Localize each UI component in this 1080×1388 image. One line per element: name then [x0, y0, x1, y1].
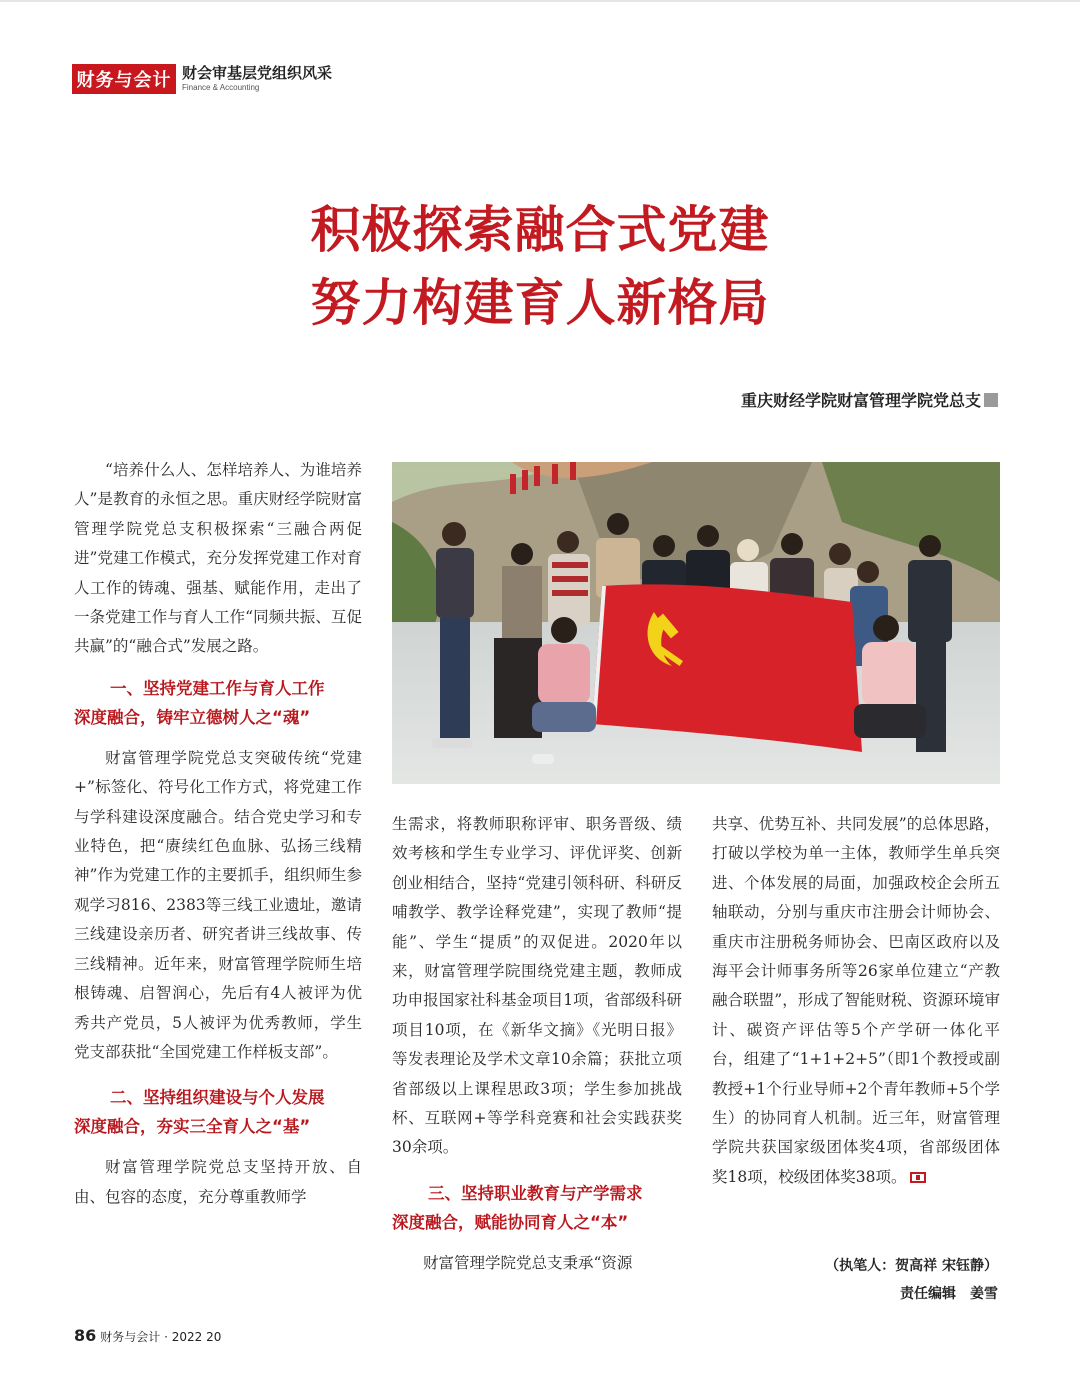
writers-credit: （执笔人：贺高祥 宋钰静） — [825, 1258, 998, 1274]
section1-heading-line1: 一、坚持党建工作与育人工作 — [110, 678, 325, 698]
intro-paragraph: “培养什么人、怎样培养人、为谁培养人”是教育的永恒之思。重庆财经学院财富管理学院党总支积极探索“三融合两促进”党建工作模式，充分发挥党建工作对育人工作的铸魂、强基、赋能作用，走出了一条党建工作与育人工作“同频共振、互促共赢”的“融合式”发展之路。 — [74, 461, 362, 656]
section1-heading — [74, 674, 362, 732]
section-subtitle: Finance & Accounting — [182, 83, 260, 92]
end-mark-icon — [910, 1172, 926, 1183]
section2-heading-line2: 深度融合，夯实三全育人之“基” — [74, 1117, 311, 1137]
top-rule — [0, 0, 1080, 2]
section3-body-start: 财富管理学院党总支秉承“资源 — [423, 1253, 633, 1272]
section-title: 财会审基层党组织风采 — [182, 64, 333, 82]
section1-heading-line2: 深度融合，铸牢立德树人之“魂” — [74, 707, 311, 727]
section-label — [182, 66, 332, 92]
masthead — [72, 64, 332, 94]
column-middle — [392, 810, 682, 1278]
section1-body: 财富管理学院党总支突破传统“党建+”标签化、符号化工作方式，将党建工作与学科建设深度融合。结合党史学习和专业特色，把“赓续红色血脉、弘扬三线精神”作为党建工作的主要抓手，组织师生参观学习816、2383等三线工业遗址，邀请三线建设亲历者、研究者讲三线故事、传三线精神。近年来，财富管理学院师生培根铸魂、启智润心，先后有4人被评为优秀共产党员，5人被评为优秀教师，学生党支部获批“全国党建工作样板支部”。 — [74, 748, 362, 1061]
section3-body-cont: 共享、优势互补、共同发展”的总体思路，打破以学校为单一主体，教师学生单兵突进、个体发展的局面，加强政校企会所五轴联动，分别与重庆市注册会计师协会、重庆市注册税务师协会、巴南区政府以及海平会计师事务所等26家单位建立“产教融合联盟”，形成了智能财税、资源环境审计、碳资产评估等5个产学研一体化平台，组建了“1+1+2+5”（即1个教授或副教授+1个行业导师+2个青年教师+5个学生）的协同育人机制。近三年，财富管理学院共获国家级团体奖4项，省部级团体奖18项，校级团体奖38项。 — [712, 815, 1000, 1186]
section3-heading-line2: 深度融合，赋能协同育人之“本” — [392, 1212, 629, 1232]
section3-heading-line1: 三、坚持职业教育与产学需求 — [428, 1183, 643, 1203]
column-right — [712, 810, 1000, 1192]
section2-heading — [74, 1083, 362, 1141]
section3-heading — [392, 1179, 682, 1237]
section3-body-paragraph — [712, 810, 1000, 1192]
section2-heading-line1: 二、坚持组织建设与个人发展 — [110, 1088, 325, 1108]
article-title-line2: 努力构建育人新格局 — [310, 273, 770, 332]
editor-credit: 责任编辑 姜雪 — [900, 1286, 998, 1302]
magazine-logo: 财务与会计 — [72, 64, 176, 94]
credits — [825, 1252, 998, 1308]
byline-text: 重庆财经学院财富管理学院党总支 — [740, 391, 981, 410]
page-number: 86 — [74, 1326, 97, 1345]
section2-body-start: 财富管理学院党总支坚持开放、自由、包容的态度，充分尊重教师学 — [74, 1158, 362, 1206]
square-icon — [984, 393, 998, 407]
column-left — [74, 456, 362, 1212]
article-title-line1: 积极探索融合式党建 — [310, 200, 770, 259]
group-photo — [392, 462, 1000, 784]
page-footer — [74, 1326, 221, 1345]
section2-body-cont: 生需求，将教师职称评审、职务晋级、绩效考核和学生专业学习、评优评奖、创新创业相结合，坚持“党建引领科研、科研反哺教学、教学诠释党建”，实现了教师“提能”、学生“提质”的双促进。2020年以来，财富管理学院围绕党建主题，教师成功申报国家社科基金项目1项，省部级科研项目10项，在《新华文摘》《光明日报》等发表理论及学术文章10余篇；获批立项省部级以上课程思政3项；学生参加挑战杯、互联网+等学科竞赛和社会实践获奖30余项。 — [392, 815, 682, 1157]
byline — [741, 388, 998, 411]
group-photo-with-flag-icon — [392, 462, 1000, 784]
issue-info: 财务与会计 · 2022 20 — [100, 1330, 222, 1344]
